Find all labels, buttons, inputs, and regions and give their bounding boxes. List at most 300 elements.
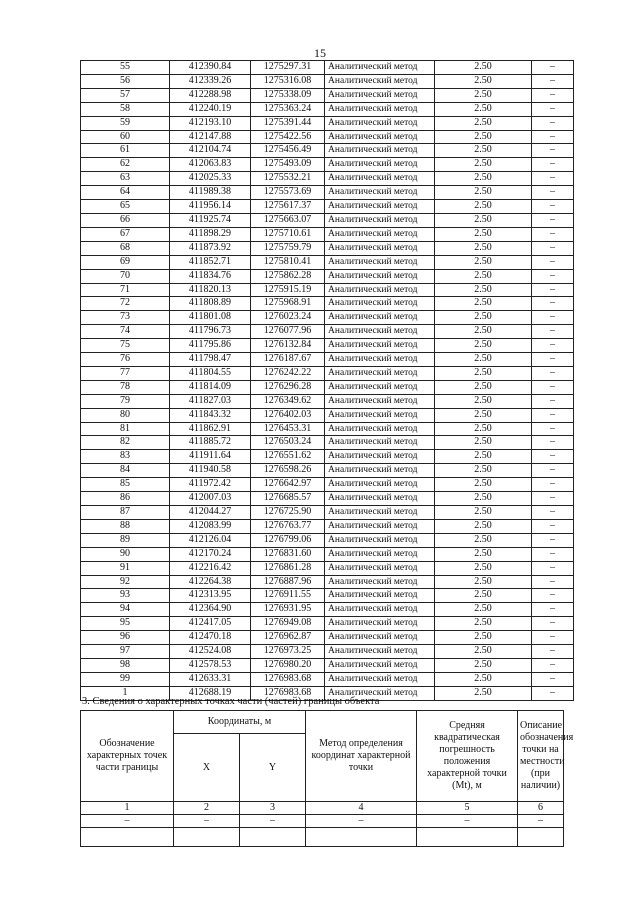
table-row: [81, 297, 574, 311]
col-number-3: 3: [240, 802, 306, 815]
method-cell: Аналитический метод: [325, 533, 435, 547]
coord-x-cell: 411885.72: [170, 436, 251, 450]
description-cell: –: [532, 380, 574, 394]
coord-y-cell: 1276831.60: [251, 547, 325, 561]
blank-cell: [518, 828, 564, 847]
point-number-cell: 58: [81, 102, 170, 116]
table-row: [81, 547, 574, 561]
method-cell: Аналитический метод: [325, 450, 435, 464]
coord-y-cell: 1276980.20: [251, 658, 325, 672]
error-value-cell: 2.50: [435, 478, 532, 492]
point-number-cell: 64: [81, 186, 170, 200]
col-number-6: 6: [518, 802, 564, 815]
coord-y-cell: 1275532.21: [251, 172, 325, 186]
method-cell: Аналитический метод: [325, 172, 435, 186]
coord-x-cell: 412470.18: [170, 631, 251, 645]
description-cell: –: [532, 450, 574, 464]
point-number-cell: 55: [81, 61, 170, 75]
method-cell: Аналитический метод: [325, 116, 435, 130]
description-cell: –: [532, 506, 574, 520]
description-cell: –: [532, 561, 574, 575]
coord-x-cell: 412390.84: [170, 61, 251, 75]
error-value-cell: 2.50: [435, 130, 532, 144]
coord-x-cell: 411808.89: [170, 297, 251, 311]
error-value-cell: 2.50: [435, 158, 532, 172]
point-number-cell: 60: [81, 130, 170, 144]
error-value-cell: 2.50: [435, 283, 532, 297]
point-number-cell: 61: [81, 144, 170, 158]
coord-y-cell: 1276799.06: [251, 533, 325, 547]
coord-y-cell: 1275915.19: [251, 283, 325, 297]
description-cell: –: [532, 213, 574, 227]
point-number-cell: 74: [81, 325, 170, 339]
method-cell: Аналитический метод: [325, 631, 435, 645]
header-y: Y: [240, 734, 306, 802]
method-cell: Аналитический метод: [325, 325, 435, 339]
coord-x-cell: 412083.99: [170, 519, 251, 533]
coordinates-table: [80, 60, 574, 701]
method-cell: Аналитический метод: [325, 144, 435, 158]
coordinates-table-body: [81, 61, 574, 701]
error-value-cell: 2.50: [435, 519, 532, 533]
table-row: [81, 533, 574, 547]
method-cell: Аналитический метод: [325, 227, 435, 241]
method-cell: Аналитический метод: [325, 436, 435, 450]
table-row: [81, 200, 574, 214]
method-cell: Аналитический метод: [325, 61, 435, 75]
method-cell: Аналитический метод: [325, 339, 435, 353]
method-cell: Аналитический метод: [325, 255, 435, 269]
description-cell: –: [532, 519, 574, 533]
header-designation: Обозначение характерных точек части границы: [81, 711, 174, 802]
method-cell: Аналитический метод: [325, 269, 435, 283]
error-value-cell: 2.50: [435, 436, 532, 450]
coord-y-cell: 1276598.26: [251, 464, 325, 478]
point-number-cell: 78: [81, 380, 170, 394]
coord-x-cell: 412288.98: [170, 88, 251, 102]
coord-x-cell: 412007.03: [170, 492, 251, 506]
error-value-cell: 2.50: [435, 297, 532, 311]
method-cell: Аналитический метод: [325, 311, 435, 325]
error-value-cell: 2.50: [435, 172, 532, 186]
coord-x-cell: 412126.04: [170, 533, 251, 547]
table-row: [81, 408, 574, 422]
table-row: [81, 422, 574, 436]
method-cell: Аналитический метод: [325, 645, 435, 659]
point-number-cell: 79: [81, 394, 170, 408]
table-row: [81, 672, 574, 686]
coord-y-cell: 1276911.55: [251, 589, 325, 603]
coord-y-cell: 1276685.57: [251, 492, 325, 506]
error-value-cell: 2.50: [435, 547, 532, 561]
coord-y-cell: 1275338.09: [251, 88, 325, 102]
error-value-cell: 2.50: [435, 227, 532, 241]
table-row: [81, 311, 574, 325]
error-value-cell: 2.50: [435, 311, 532, 325]
table-row: [81, 366, 574, 380]
method-cell: Аналитический метод: [325, 492, 435, 506]
coord-y-cell: 1275663.07: [251, 213, 325, 227]
coord-x-cell: 411795.86: [170, 339, 251, 353]
coord-x-cell: 411814.09: [170, 380, 251, 394]
method-cell: Аналитический метод: [325, 130, 435, 144]
point-number-cell: 89: [81, 533, 170, 547]
coord-x-cell: 412216.42: [170, 561, 251, 575]
point-number-cell: 87: [81, 506, 170, 520]
method-cell: Аналитический метод: [325, 200, 435, 214]
description-cell: –: [532, 144, 574, 158]
coord-x-cell: 411972.42: [170, 478, 251, 492]
error-value-cell: 2.50: [435, 394, 532, 408]
blank-cell: [417, 828, 518, 847]
coord-x-cell: 411796.73: [170, 325, 251, 339]
col-number-1: 1: [81, 802, 174, 815]
error-value-cell: 2.50: [435, 672, 532, 686]
coord-x-cell: 411873.92: [170, 241, 251, 255]
method-cell: Аналитический метод: [325, 297, 435, 311]
table-row: [81, 116, 574, 130]
table-row: [81, 575, 574, 589]
description-cell: –: [532, 589, 574, 603]
coord-y-cell: 1276503.24: [251, 436, 325, 450]
method-cell: Аналитический метод: [325, 88, 435, 102]
table-row: [81, 450, 574, 464]
error-value-cell: 2.50: [435, 380, 532, 394]
table-row: [81, 436, 574, 450]
point-number-cell: 88: [81, 519, 170, 533]
coord-y-cell: 1276983.68: [251, 686, 325, 700]
error-value-cell: 2.50: [435, 186, 532, 200]
description-cell: –: [532, 575, 574, 589]
point-number-cell: 67: [81, 227, 170, 241]
coord-y-cell: 1275316.08: [251, 74, 325, 88]
coord-y-cell: 1275456.49: [251, 144, 325, 158]
error-value-cell: 2.50: [435, 144, 532, 158]
coord-x-cell: 411834.76: [170, 269, 251, 283]
description-cell: –: [532, 339, 574, 353]
method-cell: Аналитический метод: [325, 186, 435, 200]
coord-y-cell: 1276642.97: [251, 478, 325, 492]
coord-x-cell: 411804.55: [170, 366, 251, 380]
col-number-5: 5: [417, 802, 518, 815]
blank-cell: [174, 828, 240, 847]
table-row: [81, 617, 574, 631]
method-cell: Аналитический метод: [325, 158, 435, 172]
method-cell: Аналитический метод: [325, 506, 435, 520]
coord-y-cell: 1276296.28: [251, 380, 325, 394]
point-number-cell: 76: [81, 353, 170, 367]
method-cell: Аналитический метод: [325, 672, 435, 686]
method-cell: Аналитический метод: [325, 478, 435, 492]
description-cell: –: [532, 88, 574, 102]
method-cell: Аналитический метод: [325, 575, 435, 589]
error-value-cell: 2.50: [435, 102, 532, 116]
point-number-cell: 69: [81, 255, 170, 269]
description-cell: –: [532, 227, 574, 241]
empty-cell-3: –: [240, 815, 306, 828]
error-value-cell: 2.50: [435, 116, 532, 130]
table-row: [81, 144, 574, 158]
method-cell: Аналитический метод: [325, 617, 435, 631]
point-number-cell: 97: [81, 645, 170, 659]
coord-y-cell: 1276931.95: [251, 603, 325, 617]
description-cell: –: [532, 658, 574, 672]
col-number-4: 4: [306, 802, 417, 815]
header-x: X: [174, 734, 240, 802]
table-row: [81, 227, 574, 241]
error-value-cell: 2.50: [435, 241, 532, 255]
method-cell: Аналитический метод: [325, 603, 435, 617]
table-row: [81, 589, 574, 603]
point-number-cell: 94: [81, 603, 170, 617]
point-number-cell: 63: [81, 172, 170, 186]
coord-y-cell: 1276887.96: [251, 575, 325, 589]
description-cell: –: [532, 617, 574, 631]
point-number-cell: 98: [81, 658, 170, 672]
point-number-cell: 75: [81, 339, 170, 353]
coord-x-cell: 412364.90: [170, 603, 251, 617]
method-cell: Аналитический метод: [325, 366, 435, 380]
description-cell: –: [532, 241, 574, 255]
coord-y-cell: 1276551.62: [251, 450, 325, 464]
coord-x-cell: 412240.19: [170, 102, 251, 116]
coord-x-cell: 411989.38: [170, 186, 251, 200]
header-description: Описание обозначения точки на местности (при наличии): [518, 711, 564, 802]
coord-x-cell: 411852.71: [170, 255, 251, 269]
point-number-cell: 80: [81, 408, 170, 422]
method-cell: Аналитический метод: [325, 547, 435, 561]
blank-cell: [240, 828, 306, 847]
coord-y-cell: 1276861.28: [251, 561, 325, 575]
error-value-cell: 2.50: [435, 533, 532, 547]
description-cell: –: [532, 297, 574, 311]
error-value-cell: 2.50: [435, 658, 532, 672]
description-cell: –: [532, 672, 574, 686]
point-number-cell: 72: [81, 297, 170, 311]
coord-x-cell: 411898.29: [170, 227, 251, 241]
point-number-cell: 66: [81, 213, 170, 227]
table-row: [81, 241, 574, 255]
table-row: [81, 61, 574, 75]
description-cell: –: [532, 116, 574, 130]
description-cell: –: [532, 74, 574, 88]
description-cell: –: [532, 408, 574, 422]
coord-y-cell: 1276242.22: [251, 366, 325, 380]
method-cell: Аналитический метод: [325, 283, 435, 297]
coord-y-cell: 1276763.77: [251, 519, 325, 533]
description-cell: –: [532, 172, 574, 186]
coord-y-cell: 1276023.24: [251, 311, 325, 325]
error-value-cell: 2.50: [435, 561, 532, 575]
coord-x-cell: 411798.47: [170, 353, 251, 367]
coord-x-cell: 412417.05: [170, 617, 251, 631]
table-row: [81, 394, 574, 408]
description-cell: –: [532, 686, 574, 700]
description-cell: –: [532, 492, 574, 506]
method-cell: Аналитический метод: [325, 408, 435, 422]
table-row: [81, 158, 574, 172]
point-number-cell: 95: [81, 617, 170, 631]
method-cell: Аналитический метод: [325, 464, 435, 478]
method-cell: Аналитический метод: [325, 353, 435, 367]
error-value-cell: 2.50: [435, 61, 532, 75]
coord-x-cell: 412193.10: [170, 116, 251, 130]
coord-y-cell: 1276725.90: [251, 506, 325, 520]
error-value-cell: 2.50: [435, 506, 532, 520]
error-value-cell: 2.50: [435, 686, 532, 700]
coord-x-cell: 412264.38: [170, 575, 251, 589]
blank-row: [81, 828, 564, 847]
coord-y-cell: 1275617.37: [251, 200, 325, 214]
description-cell: –: [532, 283, 574, 297]
empty-cell-6: –: [518, 815, 564, 828]
coord-y-cell: 1276949.08: [251, 617, 325, 631]
table-row: [81, 603, 574, 617]
table-row: [81, 255, 574, 269]
coord-x-cell: 411956.14: [170, 200, 251, 214]
point-number-cell: 91: [81, 561, 170, 575]
point-number-cell: 62: [81, 158, 170, 172]
method-cell: Аналитический метод: [325, 74, 435, 88]
table-row: [81, 658, 574, 672]
error-value-cell: 2.50: [435, 617, 532, 631]
empty-row: [81, 815, 564, 828]
error-value-cell: 2.50: [435, 450, 532, 464]
table-row: [81, 464, 574, 478]
method-cell: Аналитический метод: [325, 658, 435, 672]
coord-y-cell: 1276983.68: [251, 672, 325, 686]
description-cell: –: [532, 200, 574, 214]
description-cell: –: [532, 269, 574, 283]
error-value-cell: 2.50: [435, 464, 532, 478]
coord-y-cell: 1275710.61: [251, 227, 325, 241]
point-number-cell: 1: [81, 686, 170, 700]
error-value-cell: 2.50: [435, 325, 532, 339]
description-cell: –: [532, 353, 574, 367]
description-cell: –: [532, 325, 574, 339]
coord-y-cell: 1276132.84: [251, 339, 325, 353]
method-cell: Аналитический метод: [325, 102, 435, 116]
coord-x-cell: 411862.91: [170, 422, 251, 436]
description-cell: –: [532, 645, 574, 659]
description-cell: –: [532, 631, 574, 645]
coord-x-cell: 411820.13: [170, 283, 251, 297]
coord-x-cell: 412063.83: [170, 158, 251, 172]
coord-y-cell: 1275968.91: [251, 297, 325, 311]
empty-cell-1: –: [81, 815, 174, 828]
header-coordinates: Координаты, м: [174, 711, 306, 734]
table-row: [81, 172, 574, 186]
coord-x-cell: 411801.08: [170, 311, 251, 325]
table-row: [81, 269, 574, 283]
column-number-row: [81, 802, 564, 815]
error-value-cell: 2.50: [435, 255, 532, 269]
description-cell: –: [532, 478, 574, 492]
table-row: [81, 186, 574, 200]
empty-cell-5: –: [417, 815, 518, 828]
coord-x-cell: 411843.32: [170, 408, 251, 422]
page-number: 15: [314, 46, 326, 60]
table-row: [81, 325, 574, 339]
coord-x-cell: 411827.03: [170, 394, 251, 408]
empty-cell-2: –: [174, 815, 240, 828]
coord-x-cell: 411925.74: [170, 213, 251, 227]
method-cell: Аналитический метод: [325, 519, 435, 533]
coord-x-cell: 412147.88: [170, 130, 251, 144]
point-number-cell: 56: [81, 74, 170, 88]
coord-y-cell: 1275573.69: [251, 186, 325, 200]
coord-y-cell: 1275493.09: [251, 158, 325, 172]
point-number-cell: 93: [81, 589, 170, 603]
header-method: Метод определения координат характерной точки: [306, 711, 417, 802]
point-number-cell: 73: [81, 311, 170, 325]
error-value-cell: 2.50: [435, 603, 532, 617]
method-cell: Аналитический метод: [325, 561, 435, 575]
coord-x-cell: 412104.74: [170, 144, 251, 158]
table-row: [81, 339, 574, 353]
table-row: [81, 380, 574, 394]
point-number-cell: 71: [81, 283, 170, 297]
point-number-cell: 99: [81, 672, 170, 686]
coord-y-cell: 1276962.87: [251, 631, 325, 645]
description-cell: –: [532, 130, 574, 144]
coord-y-cell: 1276973.25: [251, 645, 325, 659]
error-value-cell: 2.50: [435, 269, 532, 283]
description-cell: –: [532, 603, 574, 617]
point-number-cell: 85: [81, 478, 170, 492]
description-cell: –: [532, 158, 574, 172]
coord-x-cell: 411940.58: [170, 464, 251, 478]
coord-x-cell: 412170.24: [170, 547, 251, 561]
coord-x-cell: 412633.31: [170, 672, 251, 686]
point-number-cell: 70: [81, 269, 170, 283]
coord-x-cell: 412578.53: [170, 658, 251, 672]
coord-x-cell: 412524.08: [170, 645, 251, 659]
blank-cell: [81, 828, 174, 847]
header-row-1: [81, 711, 564, 734]
coord-y-cell: 1276349.62: [251, 394, 325, 408]
table-row: [81, 74, 574, 88]
table-row: [81, 102, 574, 116]
error-value-cell: 2.50: [435, 366, 532, 380]
error-value-cell: 2.50: [435, 589, 532, 603]
point-number-cell: 86: [81, 492, 170, 506]
coord-x-cell: 412025.33: [170, 172, 251, 186]
table-row: [81, 130, 574, 144]
table-row: [81, 645, 574, 659]
part-boundary-table: [80, 710, 574, 847]
description-cell: –: [532, 311, 574, 325]
error-value-cell: 2.50: [435, 353, 532, 367]
description-cell: –: [532, 394, 574, 408]
error-value-cell: 2.50: [435, 492, 532, 506]
point-number-cell: 65: [81, 200, 170, 214]
coord-y-cell: 1275810.41: [251, 255, 325, 269]
coord-y-cell: 1276187.67: [251, 353, 325, 367]
coord-x-cell: 412044.27: [170, 506, 251, 520]
table-row: [81, 478, 574, 492]
method-cell: Аналитический метод: [325, 241, 435, 255]
blank-cell: [306, 828, 417, 847]
coord-x-cell: 412313.95: [170, 589, 251, 603]
table-row: [81, 88, 574, 102]
description-cell: –: [532, 61, 574, 75]
error-value-cell: 2.50: [435, 213, 532, 227]
header-error: Средняя квадратическая погрешность положения характерной точки (Mt), м: [417, 711, 518, 802]
error-value-cell: 2.50: [435, 339, 532, 353]
coord-x-cell: 412339.26: [170, 74, 251, 88]
error-value-cell: 2.50: [435, 631, 532, 645]
